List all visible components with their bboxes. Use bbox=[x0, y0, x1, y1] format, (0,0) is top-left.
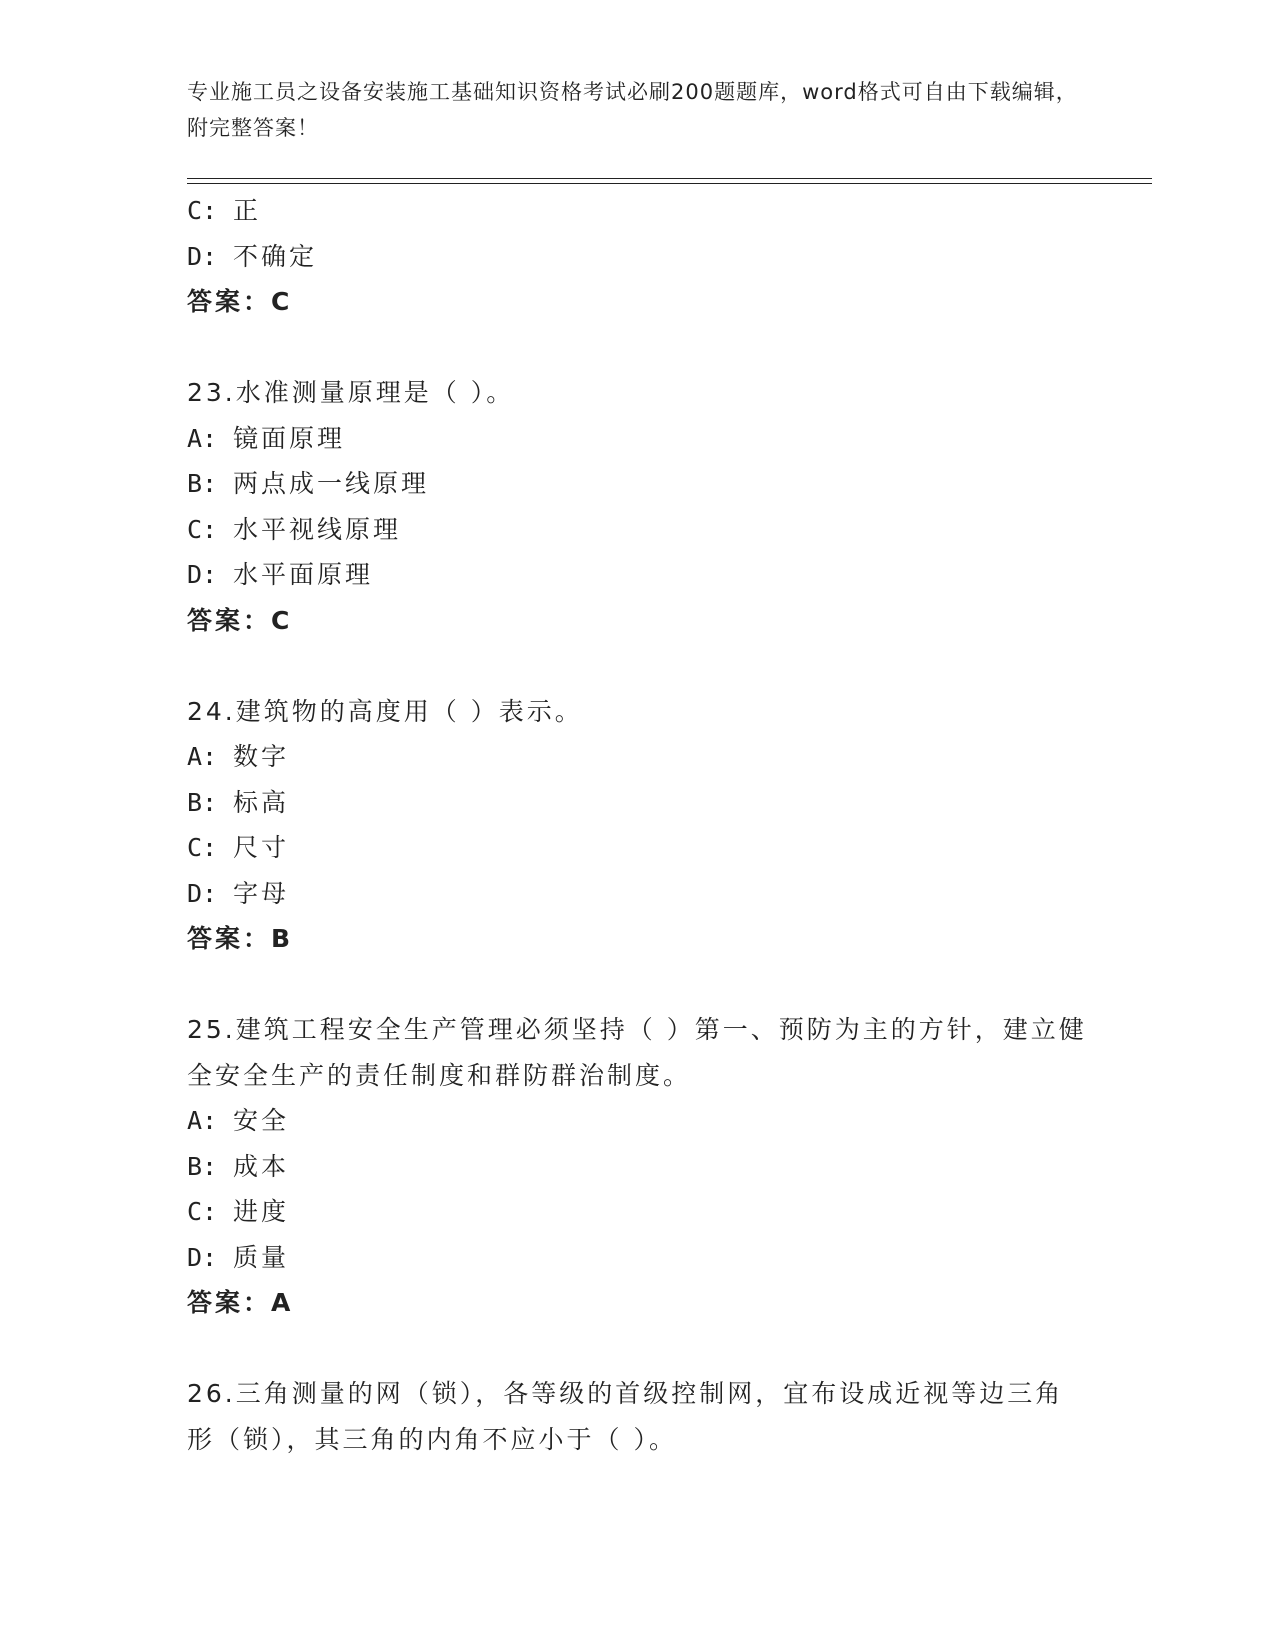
option-label: C: bbox=[187, 196, 218, 225]
spacer bbox=[187, 962, 1087, 1007]
question-26 bbox=[187, 1371, 1087, 1462]
question-25 bbox=[187, 1007, 1087, 1326]
option-text: 字母 bbox=[233, 878, 290, 908]
option-label: D: bbox=[187, 878, 218, 908]
option-b bbox=[187, 780, 1087, 826]
option-c bbox=[187, 1189, 1087, 1235]
option-text: 不确定 bbox=[233, 241, 318, 271]
header-divider-bottom bbox=[187, 183, 1152, 184]
option-d bbox=[187, 1235, 1087, 1281]
answer-line: 答案：C bbox=[187, 605, 293, 635]
document-header: 专业施工员之设备安装施工基础知识资格考试必刷200题题库，word格式可自由下载编辑，附完整答案！ bbox=[187, 80, 1078, 140]
header-divider-top bbox=[187, 178, 1152, 179]
question-text: 26.三角测量的网（锁），各等级的首级控制网，宜布设成近视等边三角形（锁），其三角的内角不应小于（ ）。 bbox=[187, 1379, 1064, 1454]
partial-question bbox=[187, 188, 1087, 325]
option-a bbox=[187, 734, 1087, 780]
option-label: B: bbox=[187, 1151, 218, 1181]
question-list bbox=[187, 188, 1087, 1462]
option-c bbox=[187, 825, 1087, 871]
option-text: 进度 bbox=[233, 1197, 290, 1226]
option-b bbox=[187, 1144, 1087, 1190]
option-text: 正 bbox=[233, 196, 262, 225]
option-text: 镜面原理 bbox=[233, 423, 346, 453]
option-label: D: bbox=[187, 241, 218, 271]
question-24 bbox=[187, 689, 1087, 963]
option-c bbox=[187, 188, 1087, 234]
answer-line: 答案：A bbox=[187, 1288, 294, 1317]
option-label: B: bbox=[187, 787, 218, 817]
option-c bbox=[187, 507, 1087, 553]
spacer bbox=[187, 644, 1087, 689]
option-label: C: bbox=[187, 514, 218, 544]
option-a bbox=[187, 416, 1087, 462]
option-label: A: bbox=[187, 742, 218, 771]
option-b bbox=[187, 461, 1087, 507]
answer-line: 答案：B bbox=[187, 924, 294, 953]
option-text: 安全 bbox=[233, 1106, 290, 1135]
option-label: B: bbox=[187, 469, 218, 498]
spacer bbox=[187, 1326, 1087, 1371]
option-text: 尺寸 bbox=[233, 833, 290, 862]
question-23 bbox=[187, 370, 1087, 644]
option-label: C: bbox=[187, 1197, 218, 1226]
option-text: 水平视线原理 bbox=[233, 514, 402, 544]
question-text: 25.建筑工程安全生产管理必须坚持（ ）第一、预防为主的方针，建立健全安全生产的责任制度和群防群治制度。 bbox=[187, 1015, 1087, 1090]
option-label: C: bbox=[187, 833, 218, 862]
option-d bbox=[187, 234, 1087, 280]
answer-line: 答案：C bbox=[187, 287, 293, 316]
option-text: 水平面原理 bbox=[233, 560, 374, 589]
option-d bbox=[187, 552, 1087, 598]
option-text: 质量 bbox=[233, 1242, 290, 1272]
option-label: D: bbox=[187, 1242, 218, 1272]
option-d bbox=[187, 871, 1087, 917]
option-label: D: bbox=[187, 560, 218, 589]
option-text: 两点成一线原理 bbox=[233, 469, 430, 498]
spacer bbox=[187, 325, 1087, 370]
option-text: 数字 bbox=[233, 742, 290, 771]
question-text: 23.水准测量原理是（ ）。 bbox=[187, 378, 515, 407]
option-text: 标高 bbox=[233, 787, 290, 817]
question-text: 24.建筑物的高度用（ ）表示。 bbox=[187, 696, 583, 726]
option-a bbox=[187, 1098, 1087, 1144]
option-text: 成本 bbox=[233, 1151, 290, 1181]
option-label: A: bbox=[187, 1106, 218, 1135]
option-label: A: bbox=[187, 423, 218, 453]
